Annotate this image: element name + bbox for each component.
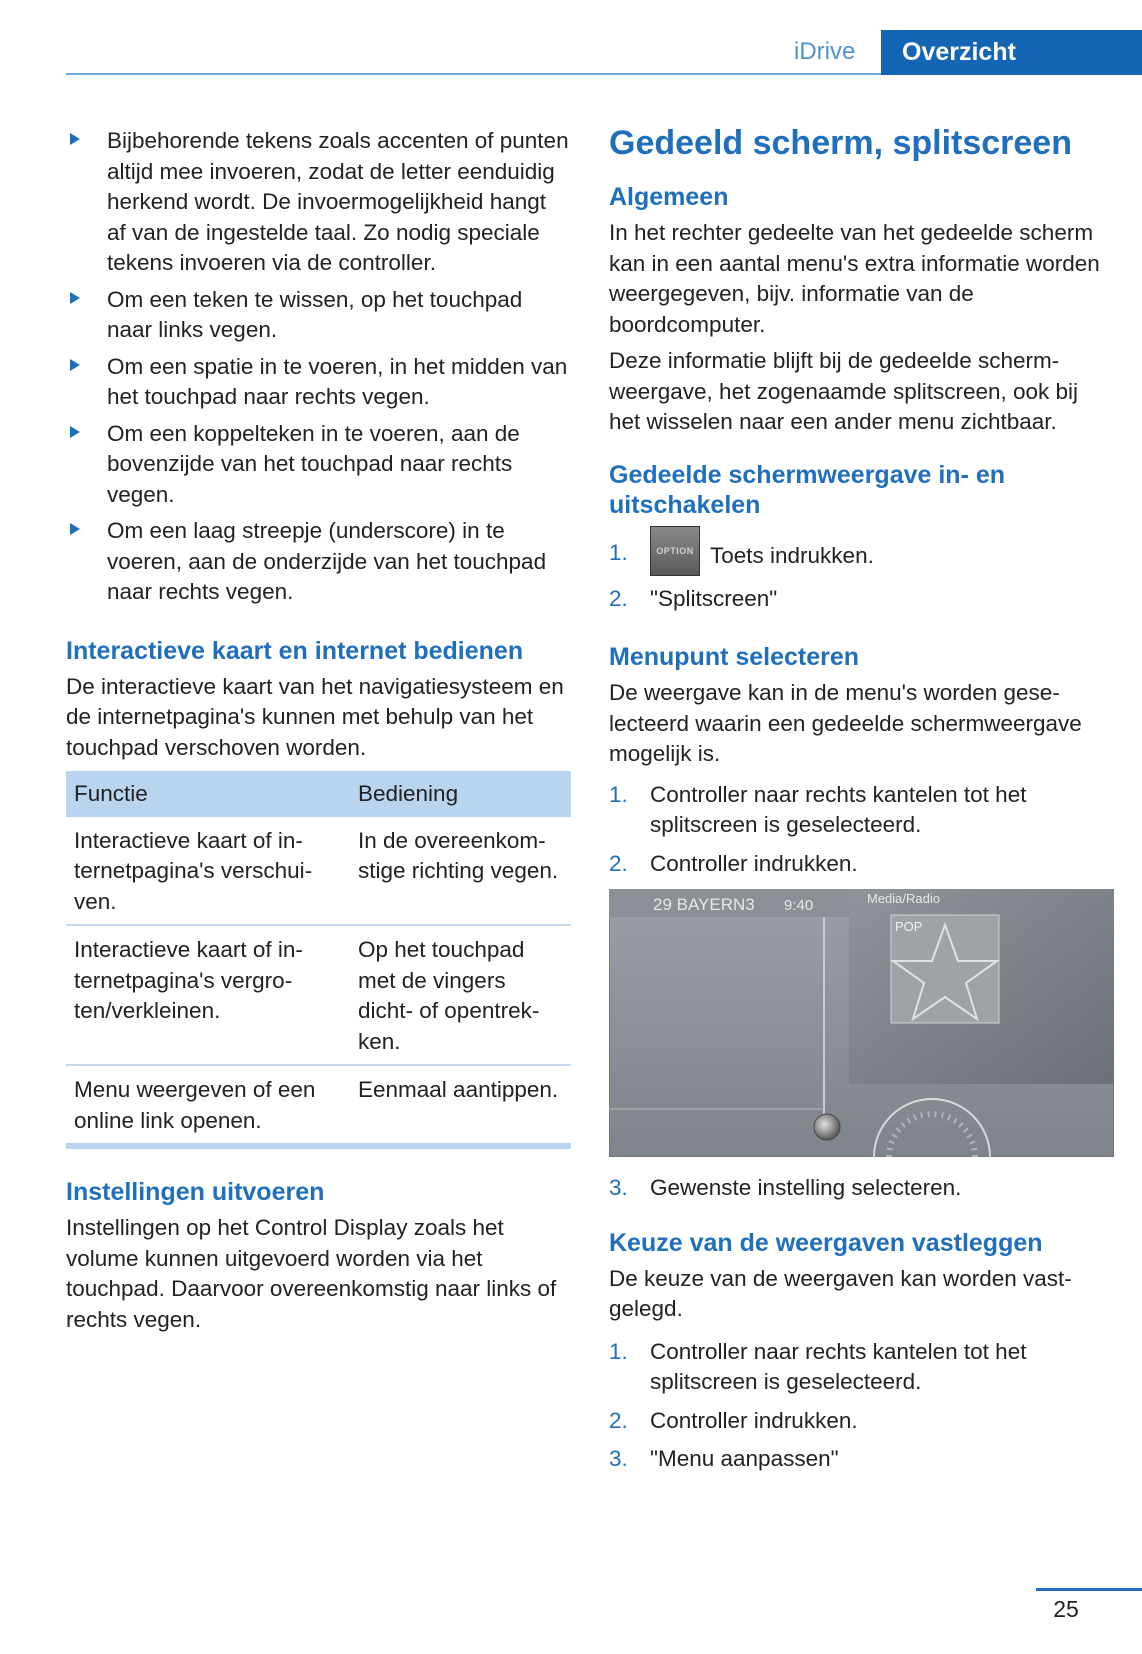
list-item (609, 1337, 1109, 1398)
step-number: 2. (609, 1407, 628, 1433)
screen-tile-label: POP (895, 919, 923, 934)
map-text: De interactieve kaart van het navigatiesysteem en de internetpagina's kunnen met behulp van het touchpad verschoven worden. (66, 673, 564, 760)
table-header-bediening: Bediening (350, 771, 571, 817)
bullet-item: Bijbehorende tekens zoals accenten of punten altijd mee invoeren, zodat de letter eenduidig herkend wordt. De invoermogelijkheid hangt af van de ingestelde taal. Zo nodig speciale tekens invoeren via de controller. (66, 126, 571, 279)
step-number: 3. (609, 1175, 628, 1200)
menu-steps-continued (609, 1173, 1109, 1204)
table-cell: Interactieve kaart of internetpagina's vergroten/verkleinen. (66, 925, 350, 1065)
table-row (66, 925, 571, 1065)
list-item (609, 849, 1109, 880)
save-text: De keuze van de weergaven kan worden vastgelegd. (609, 1265, 1072, 1321)
header-section-label: iDrive (794, 38, 856, 65)
step-text: Toets indrukken. (710, 542, 874, 568)
table-row (66, 817, 571, 926)
list-item (609, 538, 1109, 576)
step-number: 1. (609, 781, 628, 807)
toggle-steps (609, 538, 1109, 615)
list-item (609, 1173, 1109, 1204)
menu-steps (609, 780, 1109, 880)
step-text: Controller naar rechts kantelen tot het splitscreen is geselecteerd. (650, 1338, 1027, 1394)
step-text: Controller naar rechts kantelen tot het splitscreen is geselecteerd. (650, 781, 1027, 837)
step-text: Gewenste instelling selecteren. (650, 1175, 962, 1200)
general-paragraph-1: In het rechter gedeelte van het gedeelde scherm kan in een aantal menu's extra informatie worden weergegeven, bijv. informatie van de boordcomputer. (609, 220, 1100, 337)
table-cell: Eenmaal aantippen. (350, 1065, 571, 1146)
step-number: 3. (609, 1446, 628, 1471)
bullet-triangle-icon (70, 523, 80, 535)
footer-rule (1036, 1588, 1142, 1591)
header-tab: Overzicht (881, 30, 1142, 75)
page-number: 25 (1053, 1596, 1079, 1622)
general-heading: Algemeen (609, 183, 729, 211)
menu-heading: Menupunt selecteren (609, 643, 860, 671)
list-item (609, 584, 1109, 615)
bullet-triangle-icon (70, 426, 80, 438)
controller-knob-icon (814, 1114, 840, 1140)
menu-text: De weergave kan in de menu's worden geselecteerd waarin een gedeelde schermweergave mogelijk is. (609, 680, 1082, 766)
bullet-triangle-icon (70, 292, 80, 304)
table-cell: Menu weergeven of een online link openen. (66, 1065, 350, 1146)
left-column (66, 126, 571, 1341)
step-text: Controller indrukken. (650, 850, 858, 876)
toggle-heading: Gedeelde schermweergave in- en uitschakelen (609, 460, 1006, 519)
save-heading: Keuze van de weergaven vastleggen (609, 1228, 1043, 1257)
step-number: 1. (609, 1338, 628, 1364)
step-number: 2. (609, 585, 628, 611)
touchpad-table (66, 771, 571, 1149)
step-number: 1. (609, 539, 628, 565)
bullet-item: Om een laag streepje (underscore) in te voeren, aan de onderzijde van het touchpad naar rechts vegen. (66, 516, 571, 608)
right-column (609, 122, 1109, 1485)
screen-station-label: 29 BAYERN3 (653, 895, 755, 914)
bullet-list (66, 126, 571, 608)
bullet-item: Om een koppelteken in te voeren, aan de bovenzijde van het touchpad naar rechts vegen. (66, 419, 571, 511)
step-text: "Menu aanpassen" (650, 1446, 839, 1471)
table-cell: Op het touchpad met de vingers dicht- of opentrekken. (350, 925, 571, 1065)
map-heading: Interactieve kaart en internet bedienen (66, 636, 524, 665)
bullet-triangle-icon (70, 359, 80, 371)
general-paragraph-2: Deze informatie blijft bij de gedeelde schermweergave, het zogenaamde splitscreen, ook bij het wisselen naar een ander menu zichtbaar. (609, 348, 1079, 434)
list-item (609, 780, 1109, 841)
settings-text: Instellingen op het Control Display zoals het volume kunnen uitgevoerd worden via het touchpad. Daarvoor overeenkomstig naar links of rechts vegen. (66, 1215, 557, 1332)
screen-time-label: 9:40 (784, 897, 814, 914)
table-header-row (66, 771, 571, 817)
list-item (609, 1406, 1109, 1437)
settings-heading: Instellingen uitvoeren (66, 1178, 325, 1206)
step-text: Controller indrukken. (650, 1407, 858, 1433)
step-text: "Splitscreen" (650, 585, 778, 611)
table-row (66, 1065, 571, 1146)
table-cell: Interactieve kaart of internetpagina's verschuiven. (66, 817, 350, 926)
screen-menu-label: Media/Radio (867, 891, 940, 906)
option-button-icon: OPTION (650, 526, 700, 576)
step-number: 2. (609, 850, 628, 876)
table-cell: In de overeenkomstige richting vegen. (350, 817, 571, 926)
bullet-item: Om een spatie in te voeren, in het midden van het touchpad naar rechts vegen. (66, 352, 571, 413)
page-title: Gedeeld scherm, splitscreen (609, 124, 1072, 162)
save-steps (609, 1337, 1109, 1475)
bullet-item: Om een teken te wissen, op het touchpad naar links vegen. (66, 285, 571, 346)
table-header-functie: Functie (66, 771, 350, 817)
bullet-triangle-icon (70, 133, 80, 145)
splitscreen-screenshot (609, 889, 1114, 1157)
list-item (609, 1444, 1109, 1475)
